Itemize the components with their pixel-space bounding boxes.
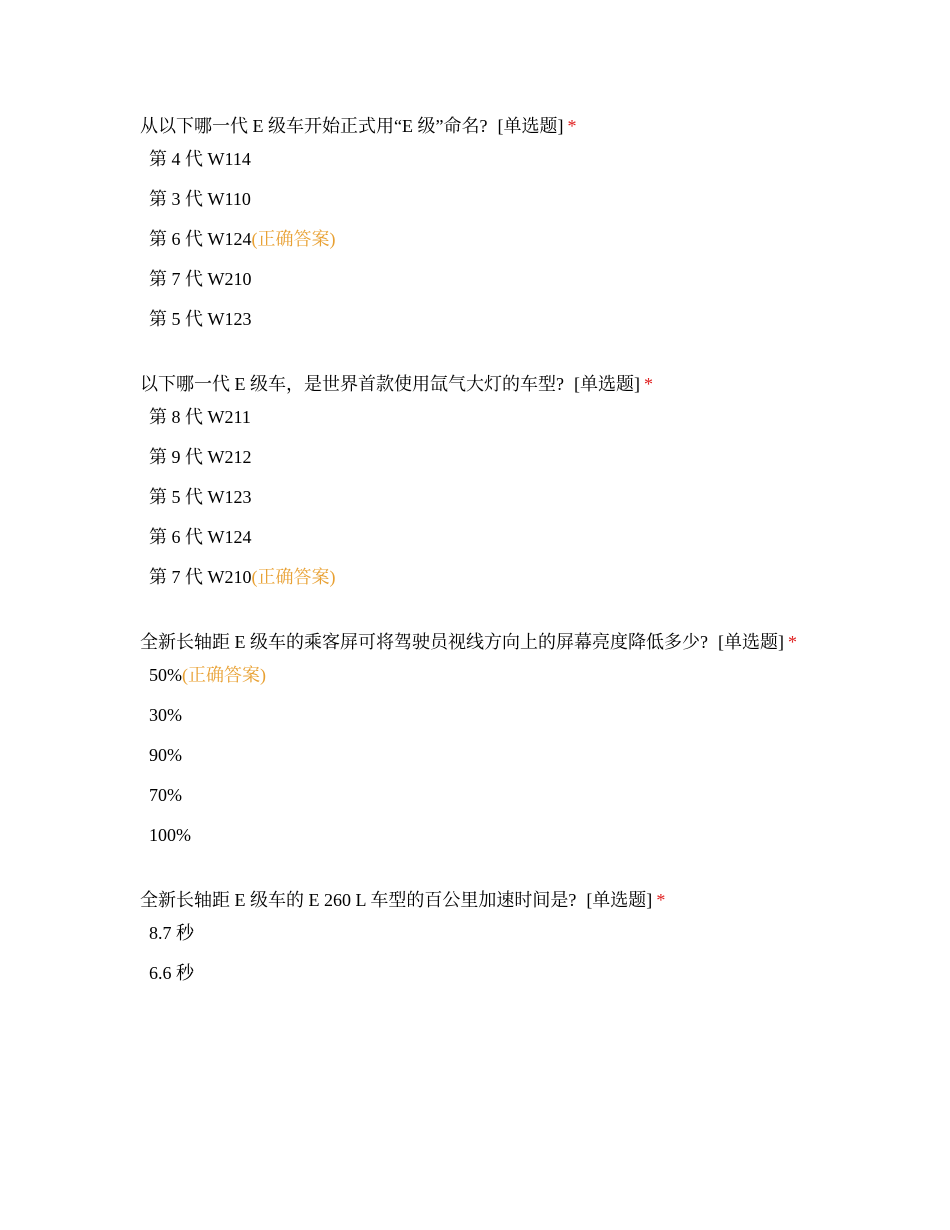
required-marker: * (567, 116, 577, 136)
option (149, 188, 820, 210)
correct-answer-label: (正确答案) (251, 229, 336, 249)
option (149, 486, 820, 508)
question-type: [单选题] (497, 116, 564, 136)
option (149, 526, 820, 548)
question-title (140, 112, 820, 140)
question-title (140, 370, 820, 398)
option-correct (149, 566, 820, 588)
option-list (140, 922, 820, 984)
question-type: [单选题] (717, 632, 784, 652)
option-text: 第 4 代 W114 (149, 149, 251, 169)
option-text: 第 9 代 W212 (149, 447, 252, 467)
option-text: 30% (149, 705, 182, 725)
option-list (140, 148, 820, 330)
option-text: 90% (149, 745, 182, 765)
option-text: 第 6 代 W124 (149, 229, 252, 249)
correct-answer-label: (正确答案) (251, 567, 336, 587)
option-text: 第 8 代 W211 (149, 407, 251, 427)
option (149, 704, 820, 726)
option-list (140, 406, 820, 588)
question-text: 从以下哪一代 E 级车开始正式用“E 级”命名? (140, 116, 488, 136)
required-marker: * (656, 890, 666, 910)
question-2 (140, 370, 820, 588)
survey-page (140, 112, 820, 1024)
option (149, 962, 820, 984)
option (149, 268, 820, 290)
option-text: 第 6 代 W124 (149, 527, 252, 547)
option-text: 50% (149, 665, 182, 685)
option-text: 第 3 代 W110 (149, 189, 251, 209)
correct-answer-label: (正确答案) (182, 665, 266, 685)
question-title (140, 886, 820, 914)
question-title (140, 628, 820, 656)
option (149, 922, 820, 944)
question-type: [单选题] (573, 374, 640, 394)
option-list (140, 664, 820, 846)
option-text: 6.6 秒 (149, 963, 194, 983)
option (149, 446, 820, 468)
option-text: 第 7 代 W210 (149, 269, 252, 289)
question-4 (140, 886, 820, 984)
required-marker: * (643, 374, 653, 394)
question-text: 全新长轴距 E 级车的乘客屏可将驾驶员视线方向上的屏幕亮度降低多少? (140, 632, 708, 652)
option (149, 308, 820, 330)
option-text: 100% (149, 825, 191, 845)
option (149, 406, 820, 428)
option-text: 第 7 代 W210 (149, 567, 252, 587)
required-marker: * (787, 632, 797, 652)
option-correct (149, 664, 820, 686)
option (149, 744, 820, 766)
option-text: 第 5 代 W123 (149, 487, 252, 507)
option (149, 784, 820, 806)
option-text: 70% (149, 785, 182, 805)
question-text: 以下哪一代 E 级车，是世界首款使用氙气大灯的车型? (140, 374, 564, 394)
option-text: 第 5 代 W123 (149, 309, 252, 329)
option (149, 148, 820, 170)
question-text: 全新长轴距 E 级车的 E 260 L 车型的百公里加速时间是? (140, 890, 577, 910)
question-3 (140, 628, 820, 846)
question-1 (140, 112, 820, 330)
option (149, 824, 820, 846)
option-text: 8.7 秒 (149, 923, 194, 943)
option-correct (149, 228, 820, 250)
question-type: [单选题] (586, 890, 653, 910)
